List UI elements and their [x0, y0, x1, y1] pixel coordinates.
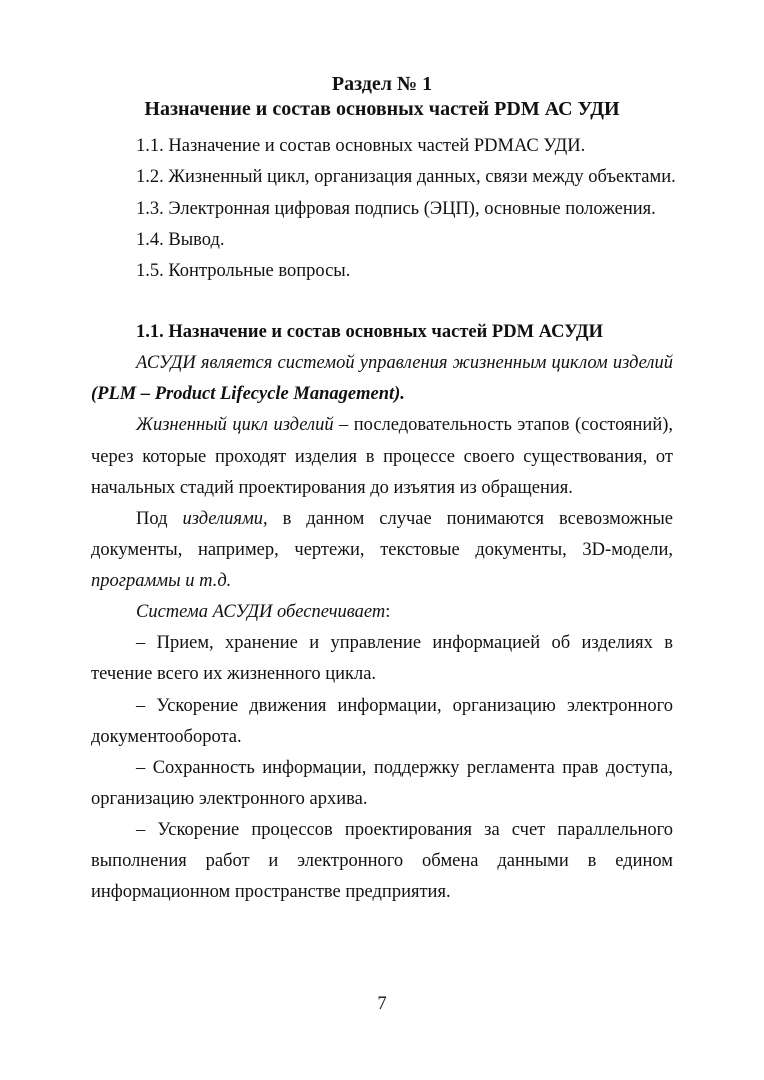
paragraph-line: Система АСУДИ обеспечивает:	[136, 602, 391, 622]
paragraph-line: через которые проходят изделия в процессе своего существования, от	[91, 447, 673, 467]
bullet-line: организацию электронного архива.	[91, 789, 368, 809]
paragraph-line: Жизненный цикл изделий – последовательность этапов (состояний),	[136, 415, 673, 435]
bullet-line: течение всего их жизненного цикла.	[91, 664, 377, 684]
contents-item: 1.2. Жизненный цикл, организация данных, связи между объектами.	[136, 167, 676, 187]
paragraph-line: программы и т.д.	[91, 571, 232, 591]
bullet-line: – Сохранность информации, поддержку регламента прав доступа,	[136, 758, 673, 778]
bullet-line: – Ускорение процессов проектирования за счет параллельного	[136, 820, 673, 840]
contents-item: 1.3. Электронная цифровая подпись (ЭЦП), основные положения.	[136, 199, 656, 219]
paragraph-line: АСУДИ является системой управления жизненным циклом изделий	[136, 353, 673, 373]
paragraph-line: начальных стадий проектирования до изъятия из обращения.	[91, 478, 573, 498]
contents-item: 1.4. Вывод.	[136, 230, 225, 250]
section-number: Раздел № 1	[331, 73, 433, 95]
term-italic: Жизненный цикл изделий	[136, 415, 334, 435]
section-title: Назначение и состав основных частей PDM АС УДИ	[144, 98, 620, 120]
bullet-line: информационном пространстве предприятия.	[91, 882, 451, 902]
bullet-line: – Прием, хранение и управление информацией об изделиях в	[136, 633, 673, 653]
paragraph-line: (PLM – Product Lifecycle Management).	[91, 384, 405, 404]
contents-item: 1.1. Назначение и состав основных частей PDMАС УДИ.	[136, 136, 586, 156]
paragraph-line: Под изделиями, в данном случае понимаются всевозможные	[136, 509, 673, 529]
contents-item: 1.5. Контрольные вопросы.	[136, 261, 351, 281]
term-italic: изделиями	[182, 509, 263, 529]
bullet-line: выполнения работ и электронного обмена данными в едином	[91, 851, 673, 871]
page-number: 7	[377, 994, 387, 1014]
bullet-line: – Ускорение движения информации, организацию электронного	[136, 696, 673, 716]
bullet-line: документооборота.	[91, 727, 242, 747]
subsection-heading: 1.1. Назначение и состав основных частей PDM АСУДИ	[136, 322, 604, 342]
paragraph-line: документы, например, чертежи, текстовые документы, 3D-модели,	[91, 540, 673, 560]
